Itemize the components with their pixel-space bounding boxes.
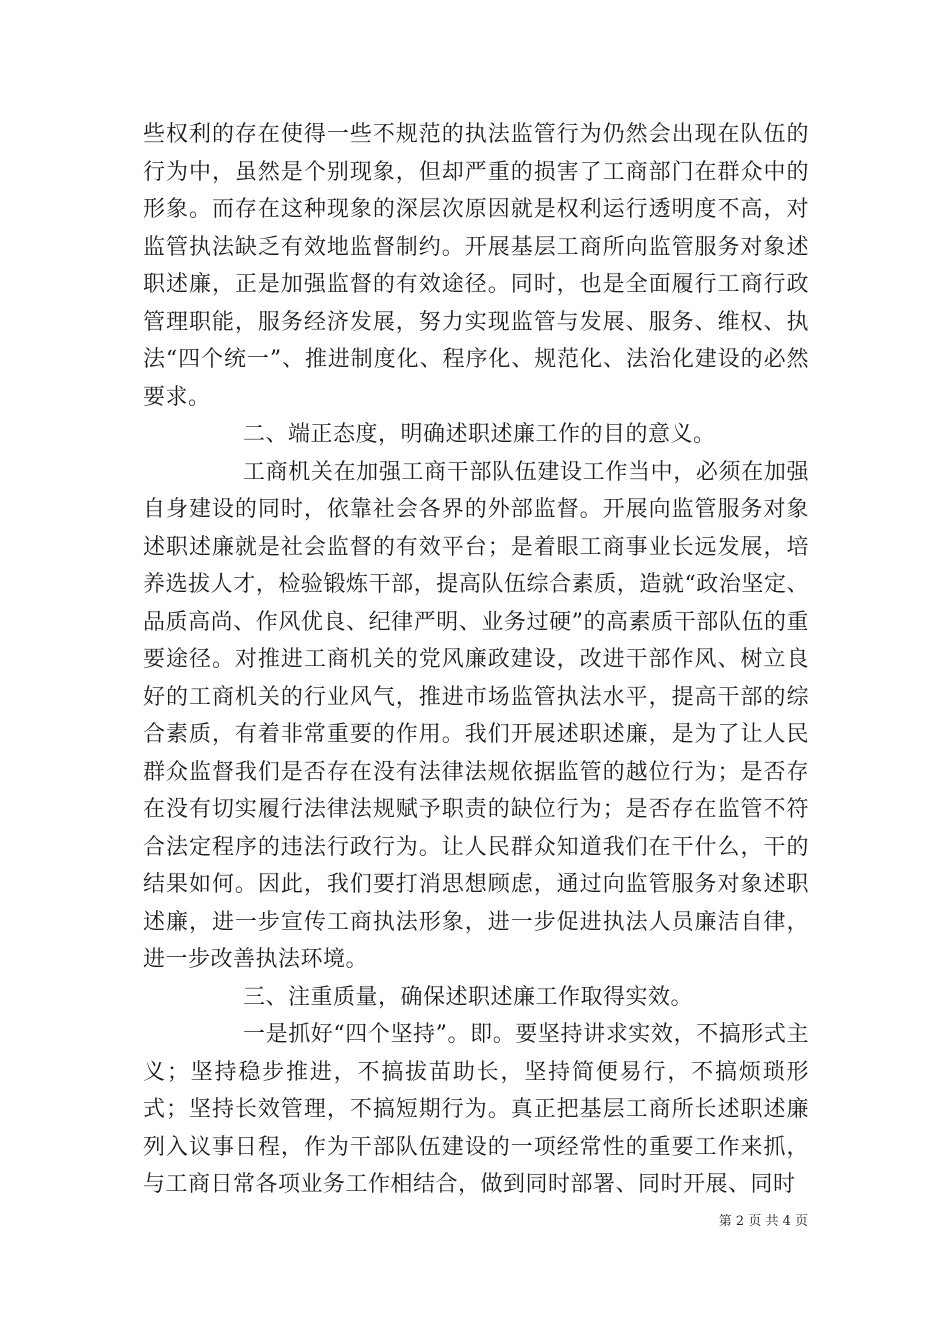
paragraph-section-2: 工商机关在加强工商干部队伍建设工作当中，必须在加强自身建设的同时，依靠社会各界的外部监督。开展向监管服务对象述职述廉就是社会监督的有效平台；是着眼工商事业长远发展，培养选拔人才，检验锻炼干部，提高队伍综合素质，造就“政治坚定、品质高尚、作风优良、纪律严明、业务过硬”的高素质干部队伍的重要途径。对推进工商机关的党风廉政建设，改进干部作风、树立良好的工商机关的行业风气，推进市场监管执法水平，提高干部的综合素质，有着非常重要的作用。我们开展述职述廉，是为了让人民群众监督我们是否存在没有法律法规依据监管的越位行为；是否存在没有切实履行法律法规赋予职责的缺位行为；是否存在监管不符合法定程序的违法行政行为。让人民群众知道我们在干什么，干的结果如何。因此，我们要打消思想顾虑，通过向监管服务对象述职述廉，进一步宣传工商执法形象，进一步促进执法人员廉洁自律，进一步改善执法环境。 — [143, 459, 809, 972]
paragraph-section-3: 一是抓好“四个坚持”。即。要坚持讲求实效，不搞形式主义；坚持稳步推进，不搞拔苗助长，坚持简便易行，不搞烦琐形式；坚持长效管理，不搞短期行为。真正把基层工商所长述职述廉列入议事日程，作为干部队伍建设的一项经常性的重要工作来抓，与工商日常各项业务工作相结合，做到同时部署、同时开展、同时 — [143, 1022, 809, 1197]
page-number-footer: 第 2 页 共 4 页 — [718, 1214, 808, 1229]
document-page — [143, 116, 809, 1204]
section-heading-3: 三、注重质量，确保述职述廉工作取得实效。 — [243, 984, 694, 1010]
section-heading-2: 二、端正态度，明确述职述廉工作的目的意义。 — [243, 422, 716, 447]
paragraph-continuation: 些权利的存在使得一些不规范的执法监管行为仍然会出现在队伍的行为中，虽然是个别现象，但却严重的损害了工商部门在群众中的形象。而存在这种现象的深层次原因就是权利运行透明度不高，对监管执法缺乏有效地监督制约。开展基层工商所向监管服务对象述职述廉，正是加强监督的有效途径。同时，也是全面履行工商行政管理职能，服务经济发展，努力实现监管与发展、服务、维权、执法“四个统一”、推进制度化、程序化、规范化、法治化建设的必然要求。 — [143, 122, 809, 410]
